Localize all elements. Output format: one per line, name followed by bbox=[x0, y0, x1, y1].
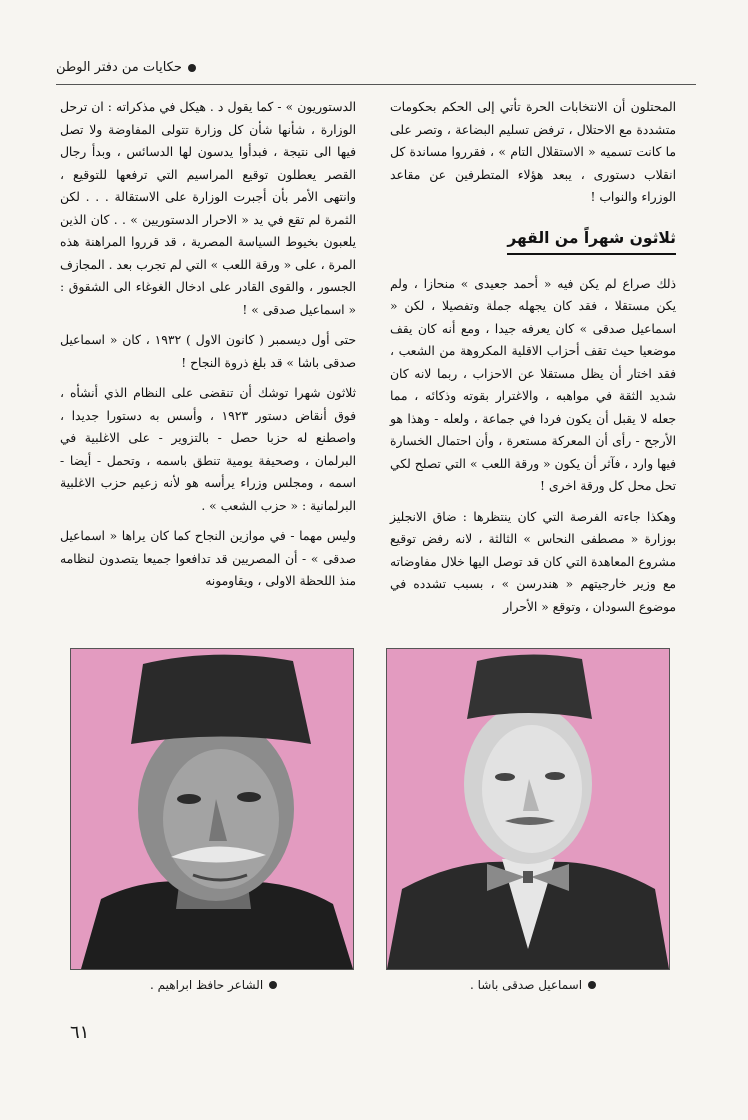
running-title: حكايات من دفتر الوطن bbox=[56, 60, 182, 75]
bullet-icon bbox=[188, 64, 196, 72]
header-rule bbox=[56, 84, 696, 85]
portrait-photo-sidqi bbox=[386, 648, 670, 970]
portrait-photo-hafez bbox=[70, 648, 354, 970]
paragraph: المحتلون أن الانتخابات الحرة تأتي إلى الحكم بحكومات متشددة مع الاحتلال ، ترفض تسليم البضاعة ، وتصر على ما كانت تسميه « الاستقلال التام » ، فقرروا مساندة كل انقلاب دستورى ، يبعد هؤلاء المتطرفين عن مقاعد الوزراء والنواب ! bbox=[390, 100, 676, 204]
paragraph: وهكذا جاءته الفرصة التي كان ينتظرها : ضاق الانجليز بوزارة « مصطفى النحاس » الثالثة ، لانه رفض توقيع مشروع المعاهدة التي كان قد توصل اليها خلال مفاوضاته مع وزير خارجيتهم « هندرسن » ، بسبب تشدده في موضوع السودان ، وتوقع « الأحرار bbox=[390, 509, 676, 614]
page-number: ٦١ bbox=[70, 1022, 90, 1043]
paragraph: الدستوريون » - كما يقول د . هيكل في مذكراته : ان ترحل الوزارة ، شأنها شأن كل وزارة تتولى المفاوضة ولا تصل فيها الى نتيجة ، فبدأوا يدسون لها الدسائس ، وبدأ رجال القصر يعطلون توقيع المراسيم التي ترفعها للتوقيع ، وانتهى الأمر بأن أجبرت الوزارة على الاستقالة . . . لكن الثمرة لم تقع في يد « الاحرار الدستوريين » . . كان الذين يلعبون بخيوط السياسة المصرية ، قد قرروا المراهنة هذه المرة ، على « ورقة اللعب » التي لم تجرب بعد . المجازف الجسور ، والقوى القادر على ادخال الغوغاء الى الشقوق : « اسماعيل صدقى » ! bbox=[60, 100, 356, 317]
bullet-icon bbox=[588, 981, 596, 989]
bullet-icon bbox=[269, 981, 277, 989]
paragraph: ثلاثون شهرا توشك أن تنقضى على النظام الذي أنشأه ، فوق أنقاض دستور ١٩٢٣ ، وأسس به دستورا جديدا ، واصطنع له حزبا حصل - بالتزوير - على الاغلبية في البرلمان ، وصحيفة يومية تنطق باسمه ، وتحمل - أيضا - اسمه ، ومجلس وزراء يرأسه هو لأنه زعيم حزب الاغلبية البرلمانية : « حزب الشعب » . bbox=[60, 386, 356, 513]
running-header bbox=[56, 60, 196, 75]
photo-caption-left bbox=[150, 978, 277, 992]
section-heading: ثلاثون شهراً من القهر bbox=[507, 227, 676, 255]
portrait-illustration bbox=[71, 649, 353, 969]
paragraph: وليس مهما - في موازين النجاح كما كان يراها « اسماعيل صدقى » - أن المصريين قد تدافعوا جميعا يتصدون لنظامه منذ اللحظة الاولى ، ويقاومونه bbox=[60, 529, 356, 588]
portrait-illustration bbox=[387, 649, 669, 969]
paragraph: حتى أول ديسمبر ( كانون الاول ) ١٩٣٢ ، كان « اسماعيل صدقى باشا » قد بلغ ذروة النجاح ! bbox=[60, 333, 356, 370]
left-column bbox=[60, 96, 356, 601]
caption-text: الشاعر حافظ ابراهيم . bbox=[150, 978, 264, 992]
photo-caption-right bbox=[470, 978, 596, 992]
right-column bbox=[390, 96, 676, 626]
paragraph: ذلك صراع لم يكن فيه « أحمد جعيدى » منحازا ، ولم يكن مستقلا ، فقد كان يجهله جملة وتفصيلا ، لكن « اسماعيل صدقى » كان يعرفه جيدا ، ومع أنه كان يقف موضعيا حيث تقف أحزاب الاقلية المكروهة من الشعب ، فقد اختار أن يظل مستقلا عن الاحزاب ، ربما لانه كان شديد الثقة في مواهبه ، والاغترار بقوته وذكائه ، مما جعله لا يقبل أن يكون فردا في جماعة ، ولعله - وهذا هو الأرجح - رأى أن المعركة مستعرة ، وأن احتمال الخسارة فيها وارد ، فآثر أن يكون « ورقة اللعب » التي تصلح لكي تحل محل كل ورقة اخرى ! bbox=[390, 276, 676, 493]
section-heading-wrap bbox=[390, 217, 676, 273]
caption-text: اسماعيل صدقى باشا . bbox=[470, 978, 583, 992]
